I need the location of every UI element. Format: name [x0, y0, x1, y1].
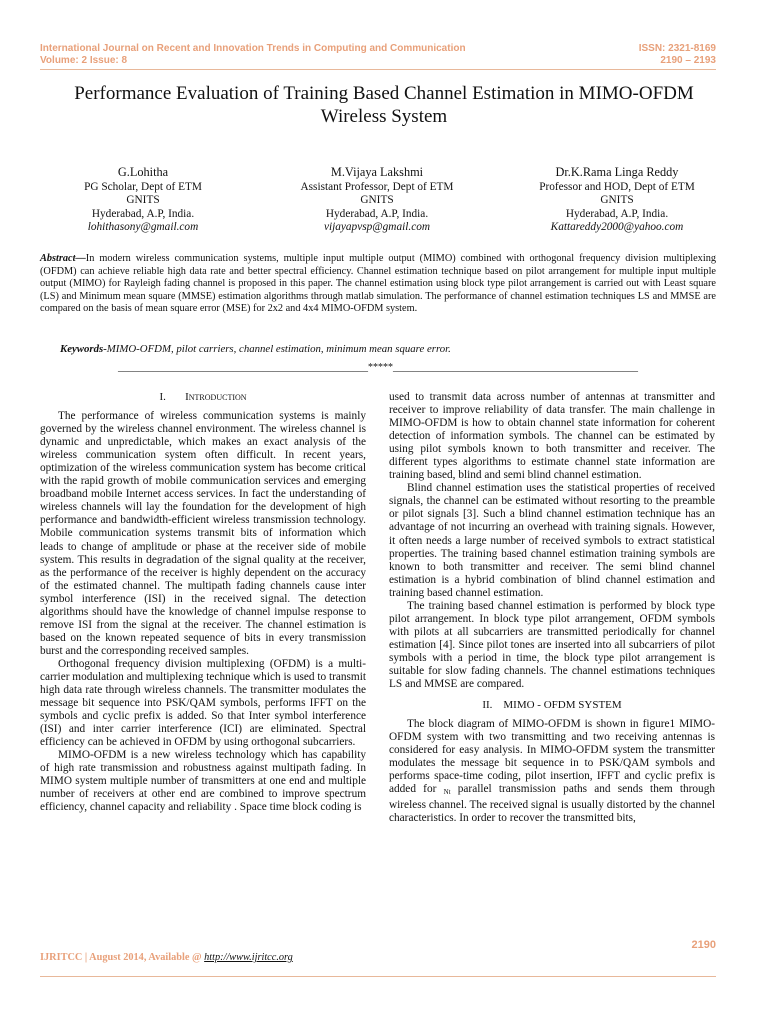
right-column [389, 391, 715, 826]
author-org: GNITS [600, 194, 634, 206]
page-range: 2190 – 2193 [660, 54, 716, 66]
footer-link[interactable]: http://www.ijritcc.org [204, 952, 293, 963]
page-number: 2190 [691, 939, 716, 951]
subscript-nt: Nt [443, 788, 451, 797]
keywords-text: MIMO-OFDM, pilot carriers, channel estimation, minimum mean square error. [106, 343, 451, 355]
paragraph-text: parallel transmission paths and sends them through wireless channel. The received signal is usually distorted by the channel characteristics. In order to recover the transmitted bits, [389, 783, 715, 825]
abstract-label: Abstract— [40, 253, 86, 264]
author-2 [257, 166, 497, 235]
footer-rule [40, 976, 716, 977]
author-3 [497, 166, 737, 235]
section-number: II. [482, 699, 493, 712]
section-heading-introduction [40, 391, 366, 404]
author-name: Dr.K.Rama Linga Reddy [555, 165, 679, 179]
footer [40, 952, 293, 963]
paragraph: Blind channel estimation uses the statistical properties of received signals, the channel can be estimated without resorting to the preamble or pilot signals [3]. Such a blind channel estimation technique has an advantage of not incurring an overhead with training signals. However, it often needs a large number of received symbols to extract statistical properties. The training based channel estimation training symbols are known to both transmitter and receiver. The semi blind channel estimation is a hybrid combination of blind channel estimation and training based channel estimation. [389, 482, 715, 599]
paper-title [30, 82, 738, 128]
section-title: Introduction [185, 391, 247, 403]
abstract [40, 253, 716, 316]
author-role: PG Scholar, Dept of ETM [84, 180, 202, 193]
journal-name: International Journal on Recent and Innovation Trends in Computing and Communication [40, 43, 466, 54]
title-line-2: Wireless System [320, 106, 448, 127]
section-separator: __________________________________________________*****_________________________________________________ [118, 362, 638, 373]
journal-header [40, 43, 466, 66]
paragraph: Orthogonal frequency division multiplexing (OFDM) is a multi-carrier modulation and multiplexing technique which is used to transmit high data rate through wireless channels. The transmitter modulates the message bit sequence into PSK/QAM symbols, performs IFFT on the symbols and cyclic prefix is added. So that Inter symbol interference (ISI) and inter carrier interference (ICI) are eliminated. Spectral efficiency can be achieved in OFDM by using orthogonal subcarriers. [40, 657, 366, 749]
paragraph-text: The block diagram of MIMO-OFDM is shown in figure1 MIMO-OFDM system with two transmitting and two receiving antennas is considered for easy analysis. In MIMO-OFDM system the transmitter modulates the message bit sequence in to PSK/QAM symbols and performs space-time coding, pilot insertion, IFFT and cyclic prefix is added for [389, 718, 715, 796]
keywords-label: Keywords- [60, 343, 107, 355]
keywords [60, 343, 451, 355]
header-rule [40, 69, 716, 70]
author-role: Assistant Professor, Dept of ETM [300, 180, 454, 193]
author-org: GNITS [126, 194, 160, 206]
author-place: Hyderabad, A.P, India. [91, 207, 195, 220]
author-email: Kattareddy2000@yahoo.com [550, 221, 684, 233]
author-email: lohithasony@gmail.com [87, 221, 199, 233]
paragraph [389, 718, 715, 825]
left-column [40, 391, 366, 815]
author-place: Hyderabad, A.P, India. [565, 207, 669, 220]
section-title: MIMO - OFDM SYSTEM [503, 699, 622, 712]
author-email: vijayapvsp@gmail.com [323, 221, 431, 233]
author-name: M.Vijaya Lakshmi [330, 165, 424, 179]
journal-issn-block [639, 43, 716, 66]
issn: ISSN: 2321-8169 [638, 43, 716, 54]
paragraph: MIMO-OFDM is a new wireless technology which has capability of high rate transmission and robustness against multipath fading. In MIMO system multiple number of transmitters at one end and multiple number of receivers at other end are combined to improve spectrum efficiency, channel capacity and reliability . Space time block coding is [40, 749, 366, 814]
author-place: Hyderabad, A.P, India. [325, 207, 429, 220]
section-heading-mimo-ofdm [389, 699, 715, 712]
paragraph-continued: used to transmit data across number of antennas at transmitter and receiver to improve reliability of data transfer. The main challenge in MIMO-OFDM is how to obtain channel state information for coherent detection of information symbols. The channel can be estimated by using pilot symbols known to both transmitter and receiver. The different types algorithms to estimate channel state information are training based, blind and semi blind channel estimation. [389, 391, 715, 482]
author-role: Professor and HOD, Dept of ETM [539, 180, 695, 193]
abstract-text: In modern wireless communication systems, multiple input multiple output (MIMO) combined with orthogonal frequency division multiplexing (OFDM) can achieve reliable high data rate and better spectral efficiency. Channel estimation technique based on pilot arrangement for multiple input multiple output (MIMO) for Rayleigh fading channel is proposed in this paper. The channel estimation using block type pilot arrangement is carried out with Least square (LS) and Minimum mean square (MMSE) estimation algorithms through matlab simulation. The performance of channel estimation techniques LS and MMSE are compared on the basis of mean square error (MSE) for 2x2 and 4x4 MIMO-OFDM system. [40, 253, 716, 315]
author-org: GNITS [360, 194, 394, 206]
author-1 [23, 166, 263, 235]
paragraph: The performance of wireless communication systems is mainly governed by the wireless channel environment. The wireless channel is dynamic and unpredictable, which makes an exact analysis of the wireless communication system often difficult. In recent years, optimization of the wireless communication system has become critical with the rapid growth of mobile communication services and emerging broadband mobile Internet access services. In fact the understanding of wireless channels will lay the foundation for the development of high performance and bandwidth-efficient wireless transmission technology. Mobile communication systems transmit bits of information which leads to change of amplitude or phase at the receiver side of mobile system. This results in degradation of the signal quality at the receiver, as the performance of the receiver is highly dependent on the accuracy of the estimated channel. The multipath fading channels cause inter symbol interference (ISI) in the received signal. The detection algorithms should have the knowledge of channel impulse response to remove ISI from the signal at the receiver. The channel estimation is based on the known repeated sequence of bits in every transmission burst and the corresponding received samples. [40, 410, 366, 657]
author-name: G.Lohitha [117, 165, 169, 179]
journal-volume: Volume: 2 Issue: 8 [40, 54, 128, 66]
section-number: I. [159, 391, 166, 403]
footer-text: IJRITCC | August 2014, Available @ [40, 952, 205, 963]
paragraph: The training based channel estimation is performed by block type pilot arrangement. In block type pilot arrangement, OFDM symbols with pilots at all subcarriers are transmitted periodically for channel estimation [4]. Since pilot tones are inserted into all subcarriers of pilot symbols with a period in time, the block type pilot arrangement is suitable for slow fading channels. The channel estimations techniques LS and MMSE are compared. [389, 599, 715, 691]
title-line-1: Performance Evaluation of Training Based Channel Estimation in MIMO-OFDM [74, 83, 694, 104]
